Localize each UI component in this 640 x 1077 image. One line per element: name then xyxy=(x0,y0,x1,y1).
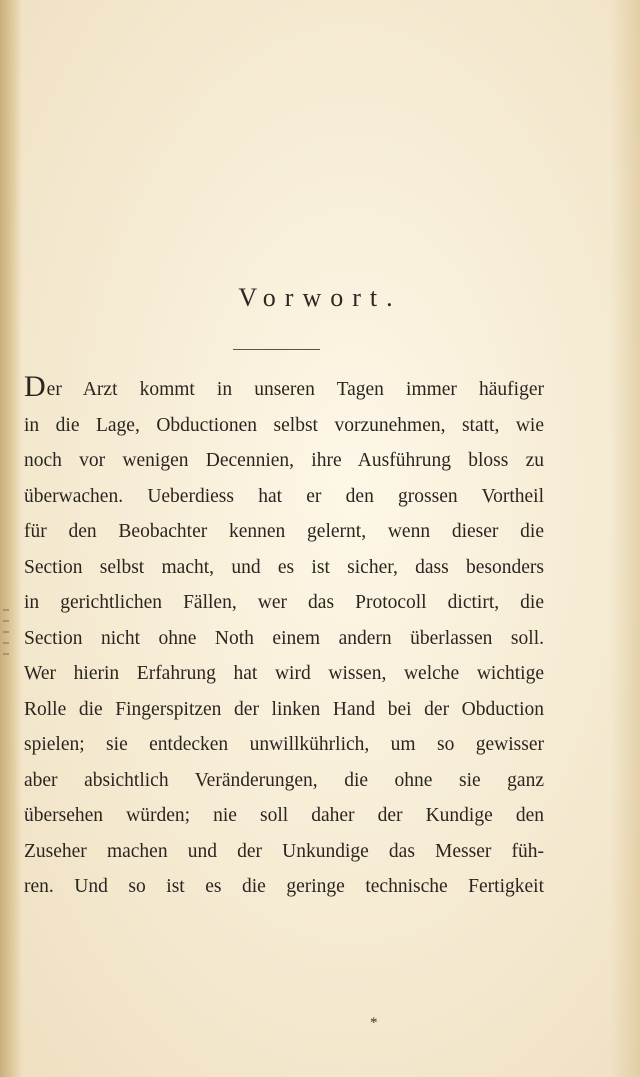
first-line-text: er Arzt kommt in unseren Tagen immer häufiger xyxy=(46,379,544,400)
gutter-mark xyxy=(3,620,9,622)
text-line: aber absichtlich Veränderungen, die ohne sie ganz xyxy=(24,769,544,791)
text-line: spielen; sie entdecken unwillkührlich, um so gewisser xyxy=(24,734,544,755)
gutter-mark xyxy=(3,653,9,655)
page-edge-shadow xyxy=(610,0,640,1077)
text-line: für den Beobachter kennen gelernt, wenn dieser die xyxy=(24,521,544,542)
gutter-mark xyxy=(3,631,9,633)
text-line: überwachen. Ueberdiess hat er den grossen Vortheil xyxy=(24,485,544,507)
gutter-marks xyxy=(2,600,12,710)
gutter-mark xyxy=(3,609,9,611)
text-line: übersehen würden; nie soll daher der Kundige den xyxy=(24,805,544,826)
page-gutter-shadow xyxy=(0,0,22,1077)
signature-mark: * xyxy=(370,1015,378,1031)
preface-paragraph xyxy=(24,372,544,905)
text-line: Zuseher machen und der Unkundige das Messer füh- xyxy=(24,840,544,862)
drop-cap: D xyxy=(24,370,46,403)
text-line: noch vor wenigen Decennien, ihre Ausführung bloss zu xyxy=(24,450,544,471)
page-title: Vorwort. xyxy=(238,283,402,312)
text-line: Rolle die Fingerspitzen der linken Hand bei der Obduction xyxy=(24,698,544,720)
text-line: in gerichtlichen Fällen, wer das Protocoll dictirt, die xyxy=(24,592,544,613)
text-line xyxy=(24,372,544,408)
title-divider xyxy=(233,349,320,350)
text-line: Section nicht ohne Noth einem andern überlassen soll. xyxy=(24,627,544,649)
text-line: Wer hierin Erfahrung hat wird wissen, welche wichtige xyxy=(24,663,544,684)
gutter-mark xyxy=(3,642,9,644)
text-line: in die Lage, Obductionen selbst vorzunehmen, statt, wie xyxy=(24,414,544,436)
text-line: ren. Und so ist es die geringe technische Fertigkeit xyxy=(24,876,544,897)
text-line: Section selbst macht, und es ist sicher, dass besonders xyxy=(24,556,544,578)
